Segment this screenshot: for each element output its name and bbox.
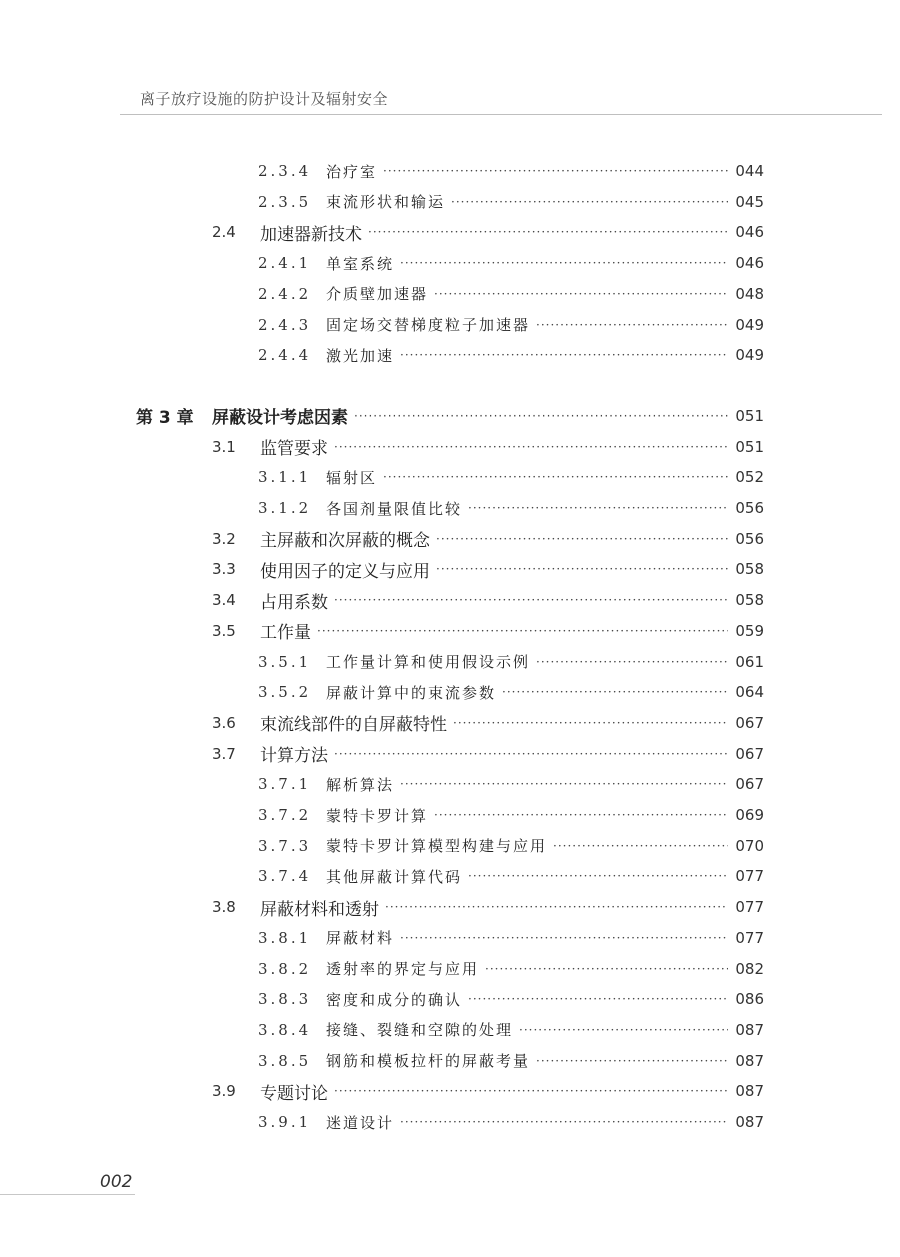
leader-dots	[485, 962, 728, 976]
toc-entry-title: 计算方法	[260, 746, 328, 767]
toc-entry-number: 2.3.4	[258, 162, 312, 180]
toc-entry-number: 3.7.3	[258, 836, 312, 855]
toc-entry-page: 087	[735, 1082, 764, 1101]
toc-entry-number: 2.4.3	[258, 315, 312, 334]
toc-entry[interactable]	[258, 801, 764, 829]
running-head: 离子放疗设施的防护设计及辐射安全	[140, 90, 389, 108]
toc-entry-page: 087	[735, 1020, 764, 1039]
leader-dots	[453, 716, 728, 730]
toc-entry-page: 058	[735, 560, 764, 579]
toc-entry-number: 3.8	[212, 898, 236, 917]
toc-entry[interactable]	[212, 218, 764, 246]
toc-entry-page: 049	[735, 315, 764, 334]
toc-entry-page: 046	[735, 254, 764, 273]
toc-entry-title: 束流形状和输运	[326, 193, 446, 212]
toc-entry[interactable]	[258, 1016, 764, 1044]
toc-entry[interactable]	[258, 157, 764, 185]
toc-entry[interactable]	[258, 770, 764, 798]
toc-entry-page: 058	[735, 591, 764, 610]
toc-entry-page: 044	[735, 162, 764, 180]
leader-dots	[334, 440, 728, 454]
toc-entry-number: 3.5.1	[258, 652, 312, 671]
toc-entry[interactable]	[212, 555, 764, 583]
leader-dots	[536, 318, 728, 332]
toc-entry[interactable]	[258, 648, 764, 676]
toc-entry-title: 蒙特卡罗计算模型构建与应用	[326, 837, 548, 856]
leader-dots	[368, 225, 728, 239]
toc-entry-number: 2.4.2	[258, 284, 312, 303]
toc-entry-page: 087	[735, 1113, 764, 1131]
toc-entry-title: 束流线部件的自屏蔽特性	[260, 715, 447, 736]
toc-entry[interactable]	[258, 280, 764, 308]
toc-entry-page: 067	[735, 744, 764, 763]
toc-entry[interactable]	[258, 494, 764, 522]
toc-entry-title: 迷道设计	[326, 1113, 395, 1132]
toc-entry-page: 049	[735, 346, 764, 365]
toc-entry[interactable]	[258, 832, 764, 860]
leader-dots	[400, 348, 728, 362]
leader-dots	[317, 624, 728, 638]
leader-dots	[536, 655, 728, 669]
toc-entry-page: 077	[735, 867, 764, 886]
toc-entry-title: 屏蔽计算中的束流参数	[326, 683, 497, 702]
leader-dots	[400, 777, 728, 791]
leader-dots	[553, 839, 728, 853]
toc-entry-number: 3.8.5	[258, 1051, 312, 1070]
leader-dots	[519, 1023, 728, 1037]
toc-entry-title: 工作量计算和使用假设示例	[326, 653, 531, 671]
toc-entry-number: 3.7.1	[258, 775, 312, 794]
toc-entry-number: 3.1.1	[258, 468, 312, 487]
toc-entry-number: 3.7.4	[258, 867, 312, 886]
toc-entry[interactable]	[212, 709, 764, 737]
toc-entry[interactable]	[212, 433, 764, 461]
leader-dots	[451, 195, 728, 209]
toc-entry[interactable]	[258, 1047, 764, 1075]
toc-entry[interactable]	[258, 311, 764, 339]
toc-entry-title: 其他屏蔽计算代码	[326, 867, 463, 886]
toc-entry-page: 077	[735, 898, 764, 917]
toc-entry-title: 屏蔽材料和透射	[260, 899, 379, 920]
leader-dots	[383, 470, 728, 484]
toc-entry-number: 3.5.2	[258, 683, 312, 702]
toc-entry-title: 主屏蔽和次屏蔽的概念	[260, 531, 430, 552]
toc-entry[interactable]	[212, 740, 764, 768]
toc-entry-number: 3.7.2	[258, 806, 312, 824]
toc-entry[interactable]	[258, 188, 764, 216]
leader-dots	[354, 409, 728, 423]
toc-entry-number: 3.8.3	[258, 990, 312, 1009]
toc-entry-page: 069	[735, 806, 764, 824]
toc-entry-title: 各国剂量限值比较	[326, 499, 463, 518]
toc-entry-title: 解析算法	[326, 775, 395, 794]
toc-entry-number: 2.4.4	[258, 346, 312, 365]
toc-entry-number: 第 3 章	[136, 408, 194, 429]
toc-entry-title: 蒙特卡罗计算	[326, 806, 429, 825]
leader-dots	[334, 593, 728, 607]
toc-entry[interactable]	[258, 249, 764, 277]
toc-entry-number: 3.6	[212, 713, 236, 732]
toc-entry-number: 3.1.2	[258, 499, 312, 517]
toc-entry-page: 046	[735, 223, 764, 242]
toc-entry-page: 056	[735, 529, 764, 548]
toc-entry[interactable]	[258, 924, 764, 952]
toc-entry-number: 3.1	[212, 437, 236, 456]
toc-entry-page: 059	[735, 621, 764, 640]
footer-rule	[0, 1194, 135, 1195]
toc-entry-page: 086	[735, 990, 764, 1009]
toc-entry[interactable]	[258, 862, 764, 890]
header-rule	[120, 114, 882, 115]
toc-entry-page: 061	[735, 652, 764, 671]
leader-dots	[468, 992, 728, 1006]
leader-dots	[436, 562, 728, 576]
toc-entry-title: 透射率的界定与应用	[326, 960, 480, 978]
toc-entry-number: 3.8.4	[258, 1020, 312, 1039]
toc-entry-number: 3.4	[212, 591, 236, 610]
leader-dots	[536, 1054, 728, 1068]
leader-dots	[434, 287, 728, 301]
toc-entry-page: 087	[735, 1051, 764, 1070]
leader-dots	[468, 501, 728, 515]
leader-dots	[334, 1084, 728, 1098]
toc-entry-number: 3.8.2	[258, 959, 312, 978]
leader-dots	[434, 808, 728, 822]
toc-entry-title: 屏蔽材料	[326, 929, 395, 948]
toc-entry-page: 067	[735, 775, 764, 794]
toc-entry-title: 钢筋和模板拉杆的屏蔽考量	[326, 1052, 531, 1071]
toc-entry[interactable]	[258, 463, 764, 491]
toc-entry-page: 056	[735, 499, 764, 517]
toc-entry-number: 3.8.1	[258, 928, 312, 947]
toc-entry[interactable]	[258, 678, 764, 706]
leader-dots	[400, 1115, 728, 1129]
toc-entry-title: 加速器新技术	[260, 224, 362, 245]
toc-entry-page: 052	[735, 468, 764, 487]
leader-dots	[385, 900, 728, 914]
leader-dots	[468, 869, 728, 883]
toc-entry[interactable]	[258, 1108, 764, 1136]
toc-entry-page: 082	[735, 959, 764, 978]
toc-entry-number: 3.9.1	[258, 1113, 312, 1131]
toc-entry-title: 固定场交替梯度粒子加速器	[326, 316, 531, 334]
leader-dots	[400, 256, 728, 270]
toc-entry-title: 屏蔽设计考虑因素	[212, 408, 348, 429]
toc-entry-title: 治疗室	[326, 162, 378, 181]
toc-entry-title: 占用系数	[260, 592, 328, 613]
toc-entry-number: 2.4.1	[258, 254, 312, 273]
toc-entry[interactable]	[212, 525, 764, 553]
toc-entry[interactable]	[212, 617, 764, 645]
toc-entry[interactable]	[212, 586, 764, 614]
toc-entry[interactable]	[258, 985, 764, 1013]
toc-entry-title: 单室系统	[326, 254, 395, 273]
toc-entry-page: 051	[735, 406, 764, 425]
toc-entry-title: 接缝、裂缝和空隙的处理	[326, 1021, 514, 1040]
toc-entry-number: 3.3	[212, 560, 236, 579]
toc-entry[interactable]	[258, 341, 764, 369]
toc-entry-title: 监管要求	[260, 439, 328, 460]
page-number: 002	[100, 1172, 133, 1192]
toc-entry-number: 2.3.5	[258, 192, 312, 211]
toc-entry-title: 辐射区	[326, 468, 378, 487]
toc-entry-number: 3.2	[212, 529, 236, 548]
toc-entry-number: 3.5	[212, 621, 236, 640]
toc-entry-page: 070	[735, 836, 764, 855]
leader-dots	[502, 685, 728, 699]
toc-entry-page: 051	[735, 437, 764, 456]
toc-entry-number: 3.9	[212, 1082, 236, 1101]
toc-entry-page: 045	[735, 192, 764, 211]
toc-entry-page: 067	[735, 713, 764, 732]
toc-chapter-entry[interactable]	[136, 402, 764, 430]
leader-dots	[436, 532, 728, 546]
toc-entry-page: 048	[735, 284, 764, 303]
toc-entry[interactable]	[212, 893, 764, 921]
leader-dots	[334, 747, 728, 761]
toc-entry-title: 激光加速	[326, 346, 395, 365]
toc-entry-title: 专题讨论	[260, 1083, 328, 1104]
leader-dots	[383, 164, 728, 178]
toc-entry-title: 介质壁加速器	[326, 285, 429, 304]
toc-entry-page: 064	[735, 683, 764, 702]
toc-entry[interactable]	[212, 1077, 764, 1105]
toc-entry-title: 工作量	[260, 623, 311, 644]
toc-entry-number: 2.4	[212, 223, 236, 242]
leader-dots	[400, 931, 728, 945]
toc-entry-page: 077	[735, 928, 764, 947]
toc-entry-title: 密度和成分的确认	[326, 990, 463, 1009]
toc-entry[interactable]	[258, 955, 764, 983]
toc-entry-title: 使用因子的定义与应用	[260, 561, 430, 582]
toc-entry-number: 3.7	[212, 744, 236, 763]
